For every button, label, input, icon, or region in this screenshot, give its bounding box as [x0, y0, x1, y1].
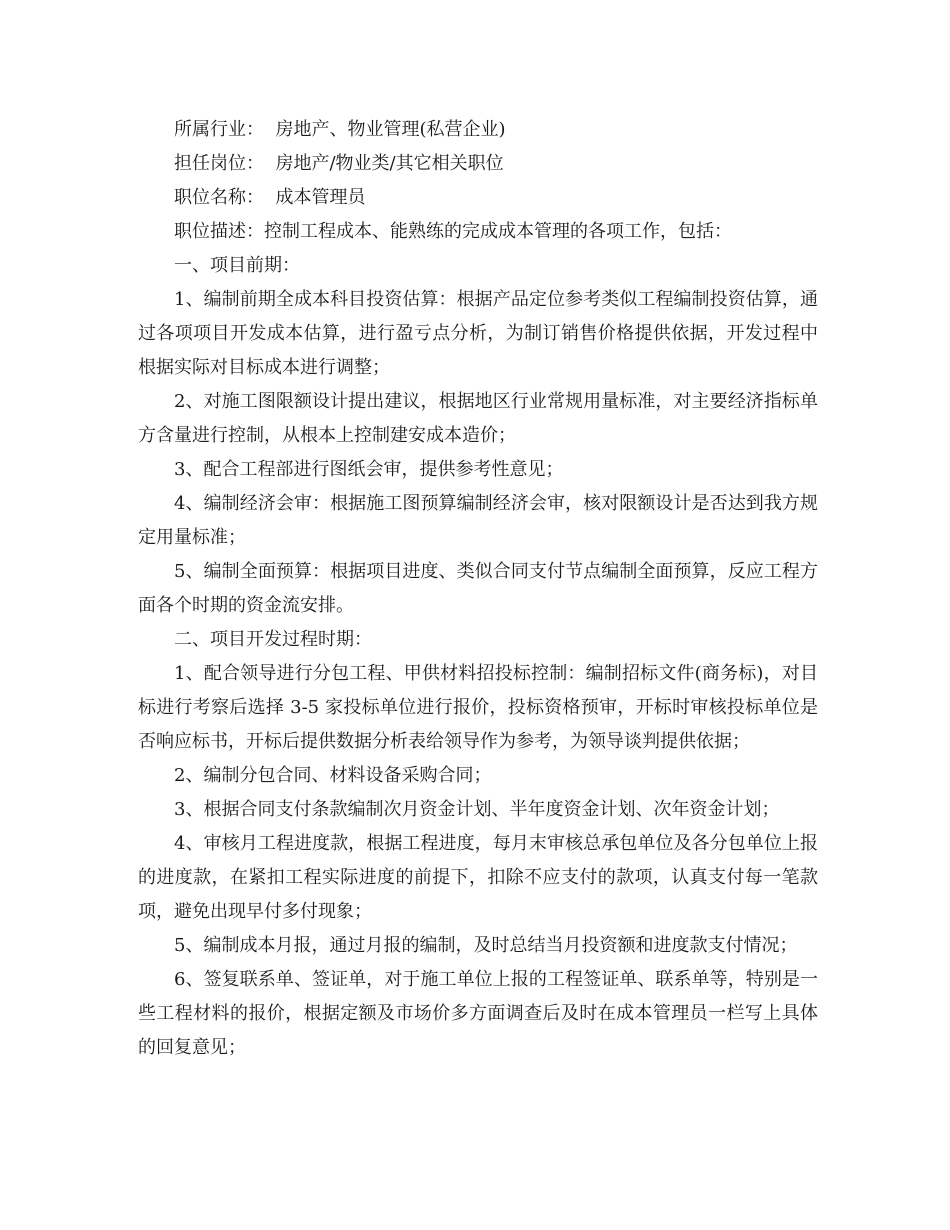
paragraph-dev-6: 6、签复联系单、签证单，对于施工单位上报的工程签证单、联系单等，特别是一些工程材料的报价，根据定额及市场价多方面调查后及时在成本管理员一栏写上具体的回复意见； [138, 969, 818, 1058]
paragraph-dev-5: 5、编制成本月报，通过月报的编制，及时总结当月投资额和进度款支付情况； [174, 935, 798, 956]
section-heading-development-stage: 二、项目开发过程时期： [174, 629, 372, 650]
paragraph-early-5: 5、编制全面预算：根据项目进度、类似合同支付节点编制全面预算，反应工程方面各个时期的资金流安排。 [138, 561, 818, 616]
paragraph-early-2: 2、对施工图限额设计提出建议，根据地区行业常规用量标准，对主要经济指标单方含量进行控制，从根本上控制建安成本造价； [138, 391, 818, 446]
paragraph-early-3: 3、配合工程部进行图纸会审，提供参考性意见； [174, 459, 564, 480]
paragraph-dev-3: 3、根据合同支付条款编制次月资金计划、半年度资金计划、次年资金计划； [174, 799, 780, 820]
industry-line: 所属行业： 房地产、物业管理(私营企业) [174, 119, 506, 140]
paragraph-dev-2: 2、编制分包合同、材料设备采购合同； [174, 765, 492, 786]
paragraph-early-4: 4、编制经济会审：根据施工图预算编制经济会审，核对限额设计是否达到我方规定用量标准； [138, 493, 818, 548]
job-description-line: 职位描述：控制工程成本、能熟练的完成成本管理的各项工作，包括： [174, 221, 732, 242]
paragraph-dev-1: 1、配合领导进行分包工程、甲供材料招投标控制：编制招标文件(商务标)，对目标进行考察后选择 3-5 家投标单位进行报价，投标资格预审，开标时审核投标单位是否响应标书，开标后提供数据分析表给领导作为参考，为领导谈判提供依据； [138, 663, 818, 752]
document-body [138, 113, 818, 1065]
position-category-line: 担任岗位： 房地产/物业类/其它相关职位 [174, 153, 504, 174]
job-title-line: 职位名称： 成本管理员 [174, 187, 366, 208]
paragraph-early-1: 1、编制前期全成本科目投资估算：根据产品定位参考类似工程编制投资估算，通过各项项目开发成本估算，进行盈亏点分析，为制订销售价格提供依据，开发过程中根据实际对目标成本进行调整； [138, 289, 818, 378]
section-heading-early-stage: 一、项目前期： [174, 255, 300, 276]
paragraph-dev-4: 4、审核月工程进度款，根据工程进度，每月末审核总承包单位及各分包单位上报的进度款，在紧扣工程实际进度的前提下，扣除不应支付的款项，认真支付每一笔款项，避免出现早付多付现象； [138, 833, 818, 922]
